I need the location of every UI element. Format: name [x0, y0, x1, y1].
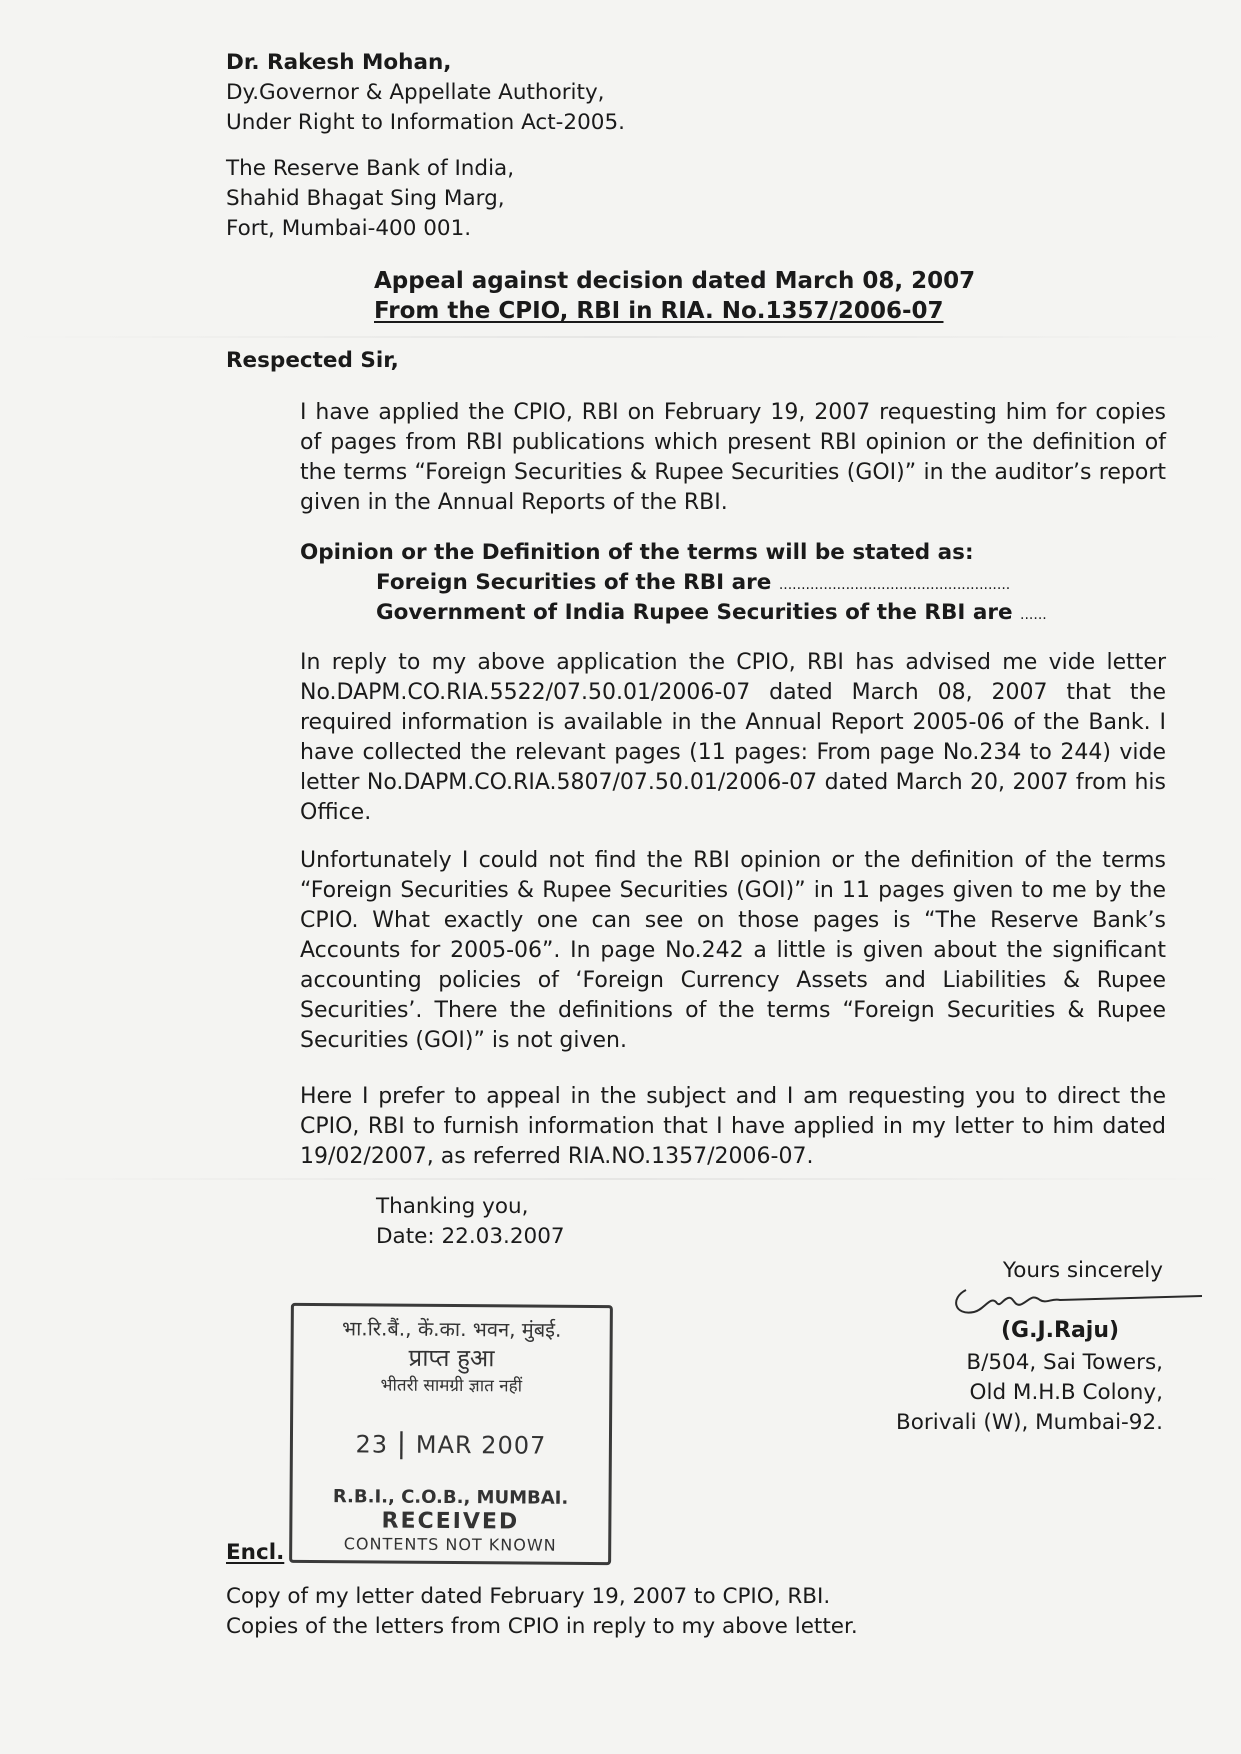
salutation: Respected Sir,	[226, 348, 399, 373]
paper-fold	[0, 336, 1241, 338]
definition-rupee-label: Government of India Rupee Securities of the RBI are	[376, 600, 1013, 625]
sender-address-2: Old M.H.B Colony,	[969, 1380, 1163, 1405]
stamp-received: RECEIVED	[381, 1508, 520, 1535]
stamp-date: 23 | MAR 2007	[355, 1426, 547, 1460]
sender-name: (G.J.Raju)	[1001, 1318, 1120, 1343]
sign-off: Yours sincerely	[1002, 1258, 1163, 1283]
subject-line-1: Appeal against decision dated March 08, 2007	[374, 268, 976, 294]
closing-date: Date: 22.03.2007	[376, 1224, 565, 1249]
definition-foreign-securities	[376, 568, 1010, 600]
stamp-date-month-year: MAR 2007	[415, 1430, 547, 1460]
sender-address-3: Borivali (W), Mumbai-92.	[896, 1410, 1163, 1435]
paragraph-1: I have applied the CPIO, RBI on February 19, 2007 requesting him for copies of pages from RBI publications which present RBI opinion or the definition of the terms “Foreign Securities & Rupee Securities (GOI)” in the auditor’s report given in the Annual Reports of the RBI.	[300, 400, 1166, 515]
addressee-city: Fort, Mumbai-400 001.	[226, 216, 472, 241]
definition-rupee-dots: ......	[1020, 607, 1047, 623]
enclosure-item-2: Copies of the letters from CPIO in reply to my above letter.	[226, 1614, 858, 1639]
stamp-date-day: 23	[355, 1430, 389, 1459]
addressee-org: The Reserve Bank of India,	[226, 156, 515, 181]
addressee-authority: Under Right to Information Act-2005.	[226, 110, 625, 135]
paragraph-4: Here I prefer to appeal in the subject and I am requesting you to direct the CPIO, RBI to furnish information that I have applied in my letter to him dated 19/02/2007, as referred RIA.NO.1357/2006-07.	[300, 1084, 1166, 1169]
enclosure-item-1: Copy of my letter dated February 19, 2007 to CPIO, RBI.	[226, 1584, 831, 1609]
paragraph-3: Unfortunately I could not find the RBI opinion or the definition of the terms “Foreign Securities & Rupee Securities (GOI)” in 11 pages given to me by the CPIO. What exactly one can see on those pages is “The Reserve Bank’s Accounts for 2005-06”. In page No.242 a little is given about the significant accounting policies of ‘Foreign Currency Assets and Liabilities & Rupee Securities’. There the definitions of the terms “Foreign Securities & Rupee Securities (GOI)” is not given.	[300, 848, 1166, 1053]
paper-fold	[0, 1178, 1241, 1180]
paragraph-2: In reply to my above application the CPIO, RBI has advised me vide letter No.DAPM.CO.RIA.5522/07.50.01/2006-07 dated March 08, 2007 that the required information is available in the Annual Report 2005-06 of the Bank. I have collected the relevant pages (11 pages: From page No.234 to 244) vide letter No.DAPM.CO.RIA.5807/07.50.01/2006-07 dated March 20, 2007 from his Office.	[300, 650, 1166, 825]
stamp-hindi-received: प्राप्त हुआ	[408, 1343, 495, 1373]
definition-rupee-securities	[376, 598, 1047, 630]
stamp-rbi-office: R.B.I., C.O.B., MUMBAI.	[332, 1486, 569, 1509]
addressee-title: Dy.Governor & Appellate Authority,	[226, 80, 605, 105]
stamp-contents-not-known: CONTENTS NOT KNOWN	[343, 1534, 557, 1555]
subject-line-2: From the CPIO, RBI in RIA. No.1357/2006-07	[374, 298, 944, 324]
received-stamp	[289, 1303, 613, 1565]
sender-address-1: B/504, Sai Towers,	[966, 1350, 1163, 1375]
definition-foreign-label: Foreign Securities of the RBI are	[376, 570, 772, 595]
stamp-hindi-office: भा.रि.बैं., कें.का. भवन, मुंबई.	[341, 1316, 562, 1342]
definitions-heading: Opinion or the Definition of the terms will be stated as:	[300, 540, 974, 565]
stamp-hindi-contents: भीतरी सामग्री ज्ञात नहीं	[380, 1375, 523, 1397]
closing-thanks: Thanking you,	[376, 1194, 529, 1219]
addressee-street: Shahid Bhagat Sing Marg,	[226, 186, 505, 211]
enclosures-label: Encl.	[226, 1540, 285, 1565]
definition-foreign-dots: ....................................................	[778, 577, 1011, 593]
addressee-name: Dr. Rakesh Mohan,	[226, 50, 452, 75]
